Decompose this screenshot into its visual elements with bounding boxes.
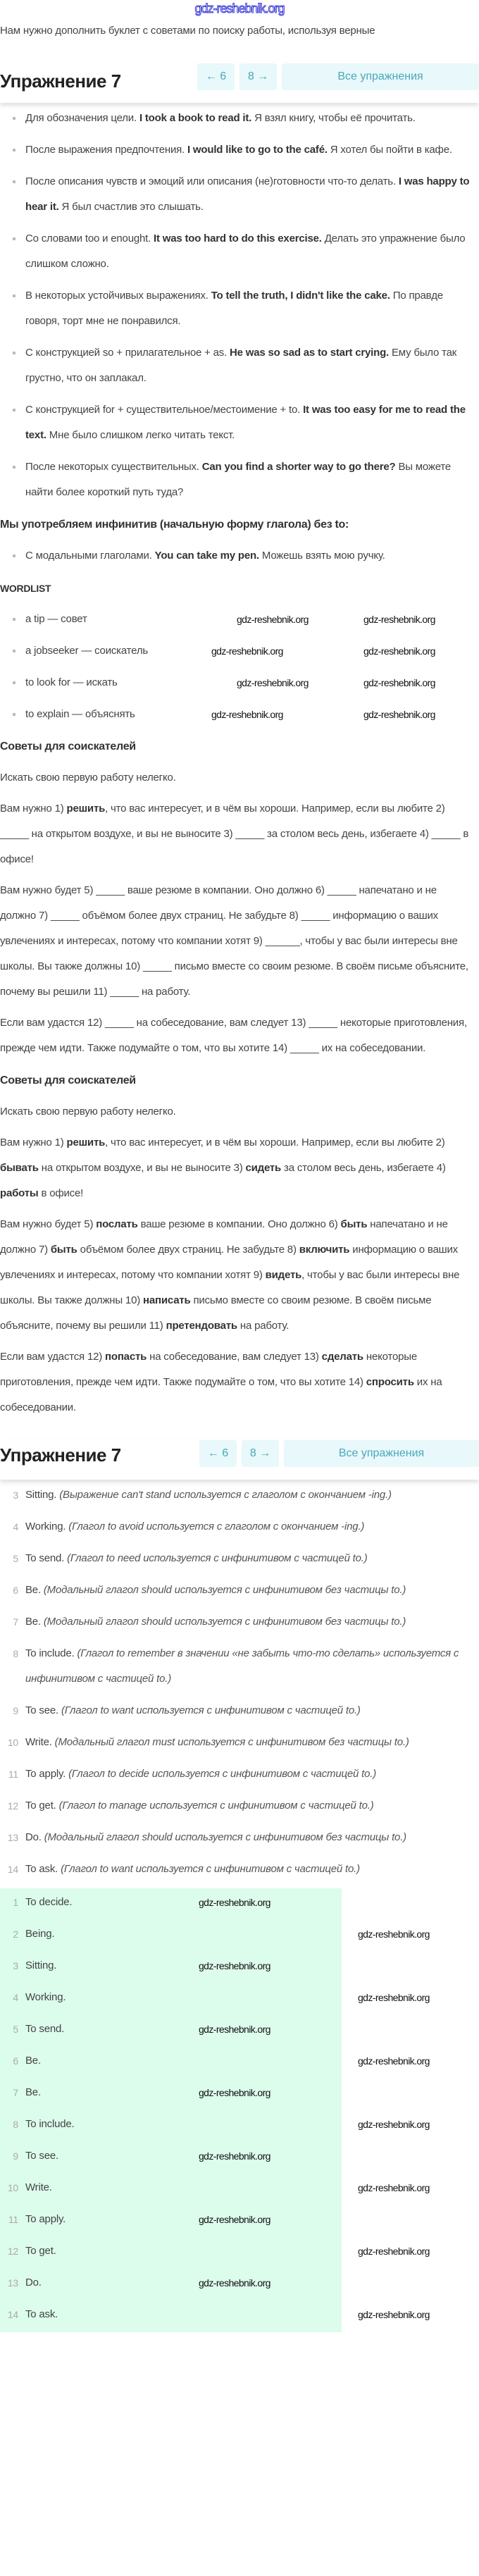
explained-answer-item bbox=[0, 1698, 479, 1723]
answer: решить bbox=[66, 1137, 106, 1148]
answer-note: (Модальный глагол should используется с инфинитивом без частицы to.) bbox=[43, 1616, 406, 1628]
rule-item bbox=[25, 169, 472, 220]
answer-note: (Модальный глагол should используется с инфинитивом без частицы to.) bbox=[43, 1584, 406, 1596]
answer-text: To send. bbox=[25, 2023, 65, 2035]
answer-item bbox=[0, 2205, 479, 2237]
text: письмо вместе со своим резюме. В своём письме объясните, почему вы решили 11) bbox=[0, 1294, 432, 1332]
answer-text: To include. bbox=[25, 2118, 75, 2130]
watermark: gdz-reshebnik.org bbox=[237, 614, 309, 625]
rule-translation: Делать это упражнение было слишком сложно. bbox=[25, 233, 466, 270]
text: , что вас интересует, и в чём вы хороши. Например, если вы любите 2) bbox=[105, 1137, 445, 1148]
answer-text: Sitting. bbox=[25, 1489, 60, 1501]
rule-example: It was too hard to do this exercise. bbox=[154, 233, 322, 244]
answer-text: Working. bbox=[25, 1991, 66, 2003]
explained-answer-item bbox=[0, 1761, 479, 1787]
answer-item bbox=[0, 2269, 479, 2301]
watermark: gdz-reshebnik.org bbox=[363, 614, 435, 625]
answer-item bbox=[0, 2110, 479, 2142]
booklet-lead: Искать свою первую работу нелегко. bbox=[0, 772, 176, 784]
answer: включить bbox=[299, 1244, 350, 1256]
answer-item bbox=[0, 2047, 479, 2079]
text: некоторые приготовления, прежде чем идти. Также подумайте о том, что вы хотите 14) bbox=[0, 1351, 417, 1388]
rule-item bbox=[25, 283, 472, 334]
answer-note: (Модальный глагол should используется с инфинитивом без частицы to.) bbox=[44, 1831, 406, 1843]
answer-item bbox=[0, 1952, 479, 1983]
answer-text: To ask. bbox=[25, 2308, 58, 2320]
booklet-filled-title: Советы для соискателей bbox=[0, 1075, 136, 1086]
rule-example: You can take my pen. bbox=[154, 550, 259, 562]
answer-item bbox=[0, 2237, 479, 2269]
rule-example: I would like to go to the café. bbox=[187, 144, 328, 156]
exercise-header bbox=[0, 62, 479, 103]
answer-number: 12 bbox=[7, 1800, 18, 1812]
answer-item bbox=[0, 2174, 479, 2205]
rule-item bbox=[25, 543, 472, 569]
answer-item bbox=[0, 1920, 479, 1952]
explained-answer-item bbox=[0, 1482, 479, 1508]
answer-text: To decide. bbox=[25, 1896, 73, 1908]
text: Если вам удастся 12) bbox=[0, 1351, 105, 1363]
answer-number: 14 bbox=[7, 1864, 18, 1875]
text: в офисе! bbox=[38, 1187, 84, 1199]
rule-example: I took a book to read it. bbox=[139, 112, 252, 124]
watermark: gdz-reshebnik.org bbox=[358, 2182, 430, 2193]
explained-answer-item bbox=[0, 1793, 479, 1819]
rule-example: He was so sad as to start crying. bbox=[230, 347, 390, 359]
watermark: gdz-reshebnik.org bbox=[358, 2055, 430, 2067]
answer-number: 13 bbox=[7, 1832, 18, 1843]
answer: послать bbox=[96, 1218, 138, 1230]
answer: написать bbox=[142, 1294, 191, 1306]
rule-text: После выражения предпочтения. bbox=[25, 144, 187, 156]
answer-number: 8 bbox=[13, 1648, 18, 1659]
answer-note: (Глагол to want используется с инфинитивом с частицей to.) bbox=[61, 1863, 360, 1875]
answer-number: 6 bbox=[13, 1585, 18, 1596]
wordlist-text: to look for — искать bbox=[25, 676, 118, 688]
text: Вам нужно 1) bbox=[0, 803, 67, 815]
booklet-filled-lead: Искать свою первую работу нелегко. bbox=[0, 1106, 176, 1117]
watermark: gdz-reshebnik.org bbox=[363, 677, 435, 688]
answer-text: To get. bbox=[25, 1800, 59, 1812]
answer-item bbox=[0, 2015, 479, 2047]
answer-note: (Модальный глагол must используется с инфинитивом без частицы to.) bbox=[54, 1736, 409, 1748]
rule-item bbox=[25, 226, 472, 277]
answer-number: 7 bbox=[13, 1616, 18, 1628]
answer: претендовать bbox=[166, 1320, 237, 1332]
rule-text: С модальными глаголами. bbox=[25, 550, 155, 562]
rule-translation: Я взял книгу, чтобы её прочитать. bbox=[251, 112, 416, 124]
exercise-header-sticky bbox=[0, 1439, 479, 1480]
watermark: gdz-reshebnik.org bbox=[358, 2246, 430, 2257]
answer-item bbox=[0, 2301, 479, 2332]
all-exercises-button[interactable]: Все упражнения bbox=[284, 1440, 479, 1467]
text: информацию о ваших увлечениях и интересах, потому что компании хотят 9) bbox=[0, 1244, 458, 1281]
watermark: gdz-reshebnik.org bbox=[199, 2087, 270, 2098]
answer-text: To see. bbox=[25, 2150, 58, 2162]
wordlist-text: to explain — объяснять bbox=[25, 708, 135, 720]
watermark: gdz-reshebnik.org bbox=[358, 1992, 430, 2003]
answer: видеть bbox=[265, 1269, 302, 1281]
task-intro: Нам нужно дополнить буклет с советами по поиску работы, используя верные bbox=[0, 25, 375, 37]
answer-number: 2 bbox=[13, 1928, 18, 1940]
answer-number: 10 bbox=[7, 1737, 18, 1748]
answer-number: 8 bbox=[13, 2119, 18, 2130]
answer-text: Be. bbox=[25, 2086, 41, 2098]
answer-item bbox=[0, 1888, 479, 1920]
answer-note: (Глагол to decide используется с инфинитивом с частицей to.) bbox=[68, 1768, 376, 1780]
wordlist-text: a tip — совет bbox=[25, 613, 87, 625]
answer-text: Be. bbox=[25, 1616, 44, 1628]
answer-note: (Глагол to avoid используется с глаголом с окончанием -ing.) bbox=[68, 1521, 365, 1532]
watermark: gdz-reshebnik.org bbox=[199, 2277, 270, 2289]
answer-note: (Выражение can't stand используется с глаголом с окончанием -ing.) bbox=[59, 1489, 392, 1501]
wordlist-item bbox=[25, 702, 472, 727]
booklet-title: Советы для соискателей bbox=[0, 741, 136, 753]
answer: бывать bbox=[0, 1162, 39, 1174]
answer-number: 5 bbox=[13, 2024, 18, 2035]
explained-answer-item bbox=[0, 1578, 479, 1603]
answer-item bbox=[0, 2079, 479, 2110]
watermark: gdz-reshebnik.org bbox=[237, 677, 309, 688]
answer-text: Sitting. bbox=[25, 1959, 57, 1971]
answer-number: 9 bbox=[13, 2150, 18, 2162]
page-title: Упражнение 7 bbox=[0, 1444, 121, 1466]
rule-text: После описания чувств и эмоций или описания (не)готовности что-то делать. bbox=[25, 175, 399, 187]
watermark: gdz-reshebnik.org bbox=[358, 2119, 430, 2130]
watermark: gdz-reshebnik.org bbox=[211, 645, 283, 657]
answer-number: 10 bbox=[7, 2182, 18, 2193]
answer-text: Do. bbox=[25, 1831, 44, 1843]
rule-translation: Можешь взять мою ручку. bbox=[259, 550, 385, 562]
rule-text: Для обозначения цели. bbox=[25, 112, 139, 124]
answer-text: To include. bbox=[25, 1647, 77, 1659]
wordlist-item bbox=[25, 607, 472, 632]
answer-text: Working. bbox=[25, 1521, 69, 1532]
site-logo[interactable]: gdz-reshebnik.org bbox=[194, 1, 285, 16]
text: Вам нужно будет 5) bbox=[0, 1218, 97, 1230]
rule-translation: Мне было слишком легко читать текст. bbox=[46, 429, 235, 441]
answer-number: 4 bbox=[13, 1992, 18, 2003]
answer-note: (Глагол to remember в значении «не забыть что-то сделать» используется с инфинитивом с частицей to.) bbox=[25, 1647, 459, 1685]
next-exercise-button[interactable]: 8 → bbox=[240, 63, 277, 90]
watermark: gdz-reshebnik.org bbox=[358, 2309, 430, 2320]
rule-example: It was too easy for me to read the text. bbox=[25, 404, 466, 441]
wordlist-item bbox=[25, 638, 472, 664]
explained-answer-item bbox=[0, 1857, 479, 1882]
answer-number: 3 bbox=[13, 1490, 18, 1501]
booklet-filled-paragraph bbox=[0, 1344, 473, 1420]
text: , что вас интересует, и в чём вы хороши. Например, если вы любите 2) _____ на открытом воздухе, и вы не выносите 3) _____ за столом весь день, избегаете 4) _____ в офисе! bbox=[0, 803, 469, 865]
rule-heading-no-to: Мы употребляем инфинитив (начальную форму глагола) без to: bbox=[0, 519, 349, 531]
rule-text: Со словами too и enought. bbox=[25, 233, 154, 244]
wordlist-text: a jobseeker — соискатель bbox=[25, 645, 148, 657]
answer-text: Write. bbox=[25, 2181, 52, 2193]
answer-note: (Глагол to manage используется с инфинитивом с частицей to.) bbox=[58, 1800, 374, 1812]
rule-example: Can you find a shorter way to go there? bbox=[201, 461, 396, 473]
rule-item bbox=[25, 454, 472, 505]
answer-number: 9 bbox=[13, 1705, 18, 1716]
explained-answer-item bbox=[0, 1730, 479, 1755]
answer-item bbox=[0, 2142, 479, 2174]
watermark: gdz-reshebnik.org bbox=[211, 709, 283, 720]
answer-number: 3 bbox=[13, 1960, 18, 1971]
text: Вам нужно 1) bbox=[0, 1137, 67, 1148]
text: ваше резюме в компании. Оно должно 6) bbox=[137, 1218, 341, 1230]
answer-text: Be. bbox=[25, 1584, 44, 1596]
answer: работы bbox=[0, 1187, 39, 1199]
watermark: gdz-reshebnik.org bbox=[363, 645, 435, 657]
rule-text: С конструкцией so + прилагательное + as. bbox=[25, 347, 230, 359]
answer: сидеть bbox=[245, 1162, 282, 1174]
answer: сделать bbox=[321, 1351, 363, 1363]
watermark: gdz-reshebnik.org bbox=[199, 1960, 270, 1971]
rule-item bbox=[25, 106, 472, 131]
answer-text: To send. bbox=[25, 1552, 68, 1564]
rule-example: To tell the truth, I didn't like the cake. bbox=[211, 290, 390, 302]
answer-text: To apply. bbox=[25, 2213, 66, 2225]
answer-number: 12 bbox=[7, 2246, 18, 2257]
rule-translation: Ему было так грустно, что он заплакал. bbox=[25, 347, 457, 384]
text: их на собеседовании. bbox=[0, 1376, 442, 1413]
answer: быть bbox=[50, 1244, 77, 1256]
answer-number: 5 bbox=[13, 1553, 18, 1564]
watermark: gdz-reshebnik.org bbox=[199, 2214, 270, 2225]
rule-example: I was happy to hear it. bbox=[25, 175, 470, 213]
answer-number: 4 bbox=[13, 1521, 18, 1532]
rule-translation: Я хотел бы пойти в кафе. bbox=[327, 144, 452, 156]
text: на собеседование, вам следует 13) bbox=[147, 1351, 322, 1363]
next-exercise-button[interactable]: 8 → bbox=[242, 1440, 279, 1467]
booklet-filled-paragraph bbox=[0, 1130, 473, 1206]
text: , чтобы у вас были интересы вне школы. Вы также должны 10) bbox=[0, 1269, 460, 1306]
explained-answer-item bbox=[0, 1641, 479, 1692]
answer: попасть bbox=[105, 1351, 147, 1363]
text: объёмом более двух страниц. Не забудьте 8) bbox=[77, 1244, 299, 1256]
answer: быть bbox=[340, 1218, 368, 1230]
answer: спросить bbox=[366, 1376, 414, 1388]
rule-item bbox=[25, 137, 472, 163]
booklet-paragraph: Вам нужно будет 5) _____ ваше резюме в компании. Оно должно 6) _____ напечатано и не должно 7) _____ объёмом более двух страниц. Не забудьте 8) _____ информацию о ваших увлечениях и интересах, потому что компании хотят 9) ______, чтобы у вас были интересы вне школы. Вы также должны 10) _____ письмо вместе со своим резюме. В своём письме объясните, почему вы решили 11) _____ на работу. bbox=[0, 884, 468, 998]
answer-text: Be. bbox=[25, 2055, 41, 2067]
answer-number: 14 bbox=[7, 2309, 18, 2320]
rule-translation: Я был счастлив это слышать. bbox=[58, 201, 204, 213]
answer-text: To apply. bbox=[25, 1768, 69, 1780]
rule-text: В некоторых устойчивых выражениях. bbox=[25, 290, 211, 302]
answer-number: 11 bbox=[8, 1769, 18, 1780]
answer-note: (Глагол to need используется с инфинитивом с частицей to.) bbox=[67, 1552, 368, 1564]
answer-note: (Глагол to want используется с инфинитивом с частицей to.) bbox=[61, 1704, 361, 1716]
explained-answer-item bbox=[0, 1825, 479, 1850]
watermark: gdz-reshebnik.org bbox=[199, 2024, 270, 2035]
booklet-filled-paragraph bbox=[0, 1212, 473, 1339]
answer-text: Write. bbox=[25, 1736, 55, 1748]
answer-text: To ask. bbox=[25, 1863, 61, 1875]
rule-text: С конструкцией for + существительное/местоимение + to. bbox=[25, 404, 304, 416]
watermark: gdz-reshebnik.org bbox=[199, 2150, 270, 2162]
explained-answer-item bbox=[0, 1609, 479, 1635]
answer-text: Do. bbox=[25, 2277, 42, 2289]
watermark: gdz-reshebnik.org bbox=[363, 709, 435, 720]
rule-item bbox=[25, 397, 472, 448]
all-exercises-button[interactable]: Все упражнения bbox=[282, 63, 479, 90]
explained-answer-item bbox=[0, 1514, 479, 1540]
answer-number: 11 bbox=[8, 2214, 18, 2225]
text: напечатано и не должно 7) bbox=[0, 1218, 448, 1256]
wordlist-title: WORDLIST bbox=[0, 583, 51, 594]
watermark: gdz-reshebnik.org bbox=[199, 1897, 270, 1908]
prev-exercise-button[interactable]: ← 6 bbox=[199, 1440, 237, 1467]
wordlist-item bbox=[25, 670, 472, 695]
rule-text: После некоторых существительных. bbox=[25, 461, 202, 473]
example-answer: решить bbox=[66, 803, 106, 815]
watermark: gdz-reshebnik.org bbox=[358, 1928, 430, 1940]
prev-exercise-button[interactable]: ← 6 bbox=[197, 63, 235, 90]
rule-translation: По правде говоря, торт мне не понравился. bbox=[25, 290, 443, 327]
text: на открытом воздухе, и вы не выносите 3) bbox=[38, 1162, 246, 1174]
answer-text: Being. bbox=[25, 1928, 55, 1940]
booklet-paragraph bbox=[0, 796, 473, 872]
page-title: Упражнение 7 bbox=[0, 70, 121, 92]
text: за столом весь день, избегаете 4) bbox=[281, 1162, 446, 1174]
answer-number: 13 bbox=[7, 2277, 18, 2289]
answer-item bbox=[0, 1983, 479, 2015]
explained-answer-item bbox=[0, 1546, 479, 1571]
answer-number: 6 bbox=[13, 2055, 18, 2067]
answer-text: To see. bbox=[25, 1704, 61, 1716]
answer-text: To get. bbox=[25, 2245, 56, 2257]
answer-number: 1 bbox=[13, 1897, 18, 1908]
answer-number: 7 bbox=[13, 2087, 18, 2098]
rule-item bbox=[25, 340, 472, 391]
rule-translation: Вы можете найти более короткий путь туда? bbox=[25, 461, 452, 498]
answers-box bbox=[0, 1888, 479, 2332]
text: на работу. bbox=[237, 1320, 290, 1332]
booklet-paragraph: Если вам удастся 12) _____ на собеседование, вам следует 13) _____ некоторые приготовления, прежде чем идти. Также подумайте о том, что вы хотите 14) _____ их на собеседовании. bbox=[0, 1017, 467, 1054]
